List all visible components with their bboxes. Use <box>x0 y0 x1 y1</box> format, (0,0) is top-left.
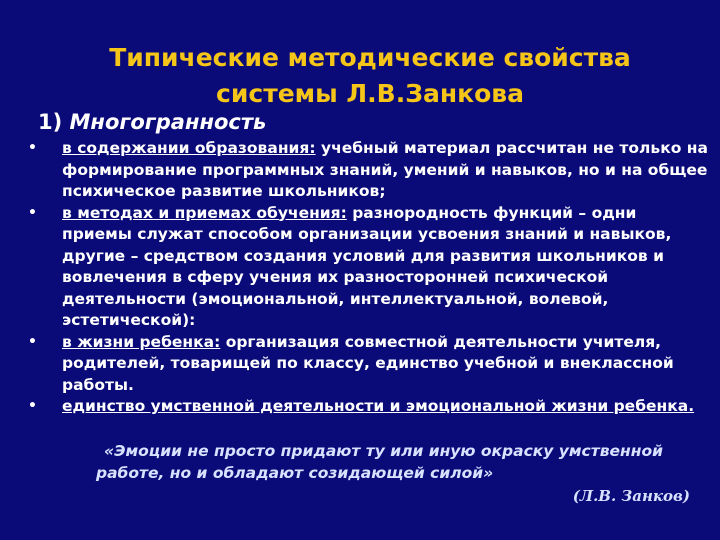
bullet-icon: • <box>28 204 37 221</box>
title-line-1: Типические методические свойства <box>109 43 631 72</box>
slide-title <box>60 40 680 112</box>
bullet-label: в жизни ребенка: <box>62 332 221 351</box>
bullet-text: разнородность функций – одни приемы служат способом организации усвоения знаний и навыков, другие – средством создания условий для развития школьников и вовлечения в сферу учения их разносторонней психической деятельности (эмоциональной, интеллектуальной, волевой, эстетической): <box>62 203 672 329</box>
title-line-2: системы Л.В.Занкова <box>216 79 524 108</box>
quote-author: (Л.В. Занков) <box>572 487 690 505</box>
bullet-label: единство умственной деятельности и эмоциональной жизни ребенка. <box>62 397 695 415</box>
bullet-icon: • <box>28 140 37 156</box>
bullet-item <box>28 138 708 203</box>
quote <box>96 440 706 484</box>
bullet-item <box>28 396 708 418</box>
quote-line-1: «Эмоции не просто придают ту или иную окраску умственной <box>104 442 663 460</box>
subheading-number: 1) <box>38 110 63 134</box>
bullet-label: в содержании образования: <box>62 139 316 157</box>
subheading <box>38 110 266 134</box>
bullet-icon: • <box>28 333 37 350</box>
bullet-text: организация совместной деятельности учителя, родителей, товарищей по классу, единство учебной и внеклассной работы. <box>62 332 674 394</box>
subheading-text: Многогранность <box>69 110 267 134</box>
bullet-list <box>28 138 708 418</box>
bullet-item <box>28 203 708 332</box>
bullet-label: в методах и приемах обучения: <box>62 203 347 222</box>
bullet-icon: • <box>28 398 37 414</box>
bullet-item <box>28 332 708 397</box>
quote-line-2: работе, но и обладают созидающей силой» <box>96 464 494 482</box>
bullet-text: учебный материал рассчитан не только на формирование программных знаний, умений и навыков, но и на общее психическое развитие школьников; <box>62 139 708 200</box>
